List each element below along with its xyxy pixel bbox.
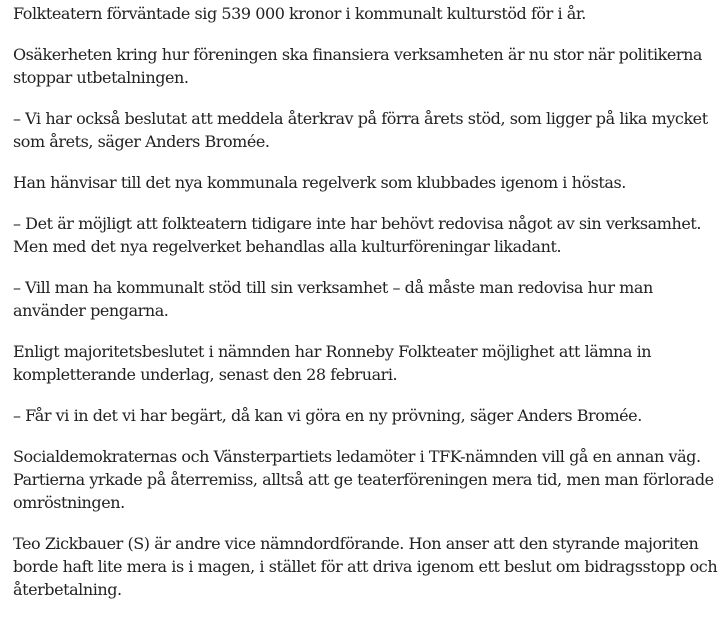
paragraph-4: Han hänvisar till det nya kommunala regelverk som klubbades igenom i höstas. [13, 173, 626, 192]
paragraph-7: Enligt majoritetsbeslutet i nämnden har Ronneby Folkteater möjlighet att lämna in kompletterande underlag, senast den 28 februari. [13, 342, 652, 384]
paragraph-5: – Det är möjligt att folkteatern tidigare inte har behövt redovisa något av sin verksamhet. Men med det nya regelverket behandlas alla kulturföreningar likadant. [13, 214, 701, 256]
paragraph-8: – Får vi in det vi har begärt, då kan vi göra en ny prövning, säger Anders Bromée. [13, 406, 642, 425]
paragraph-3: – Vi har också beslutat att meddela återkrav på förra årets stöd, som ligger på lika mycket som årets, säger Anders Bromée. [13, 109, 708, 151]
paragraph-9: Socialdemokraternas och Vänsterpartiets ledamöter i TFK-nämnden vill gå en annan väg. Partierna yrkade på återremiss, alltså att ge teaterföreningen mera tid, men man förlorade omröstningen. [13, 447, 714, 512]
paragraph-6: – Vill man ha kommunalt stöd till sin verksamhet – då måste man redovisa hur man använder pengarna. [13, 278, 653, 320]
article-body [13, 0, 719, 619]
paragraph-2: Osäkerheten kring hur föreningen ska finansiera verksamheten är nu stor när politikerna stoppar utbetalningen. [13, 45, 703, 87]
paragraph-1: Folkteatern förväntade sig 539 000 kronor i kommunalt kulturstöd för i år. [13, 4, 586, 23]
paragraph-10: Teo Zickbauer (S) är andre vice nämndordförande. Hon anser att den styrande majoriten borde haft lite mera is i magen, i stället för att driva igenom ett beslut om bidragsstopp och återbetalning. [13, 534, 718, 599]
